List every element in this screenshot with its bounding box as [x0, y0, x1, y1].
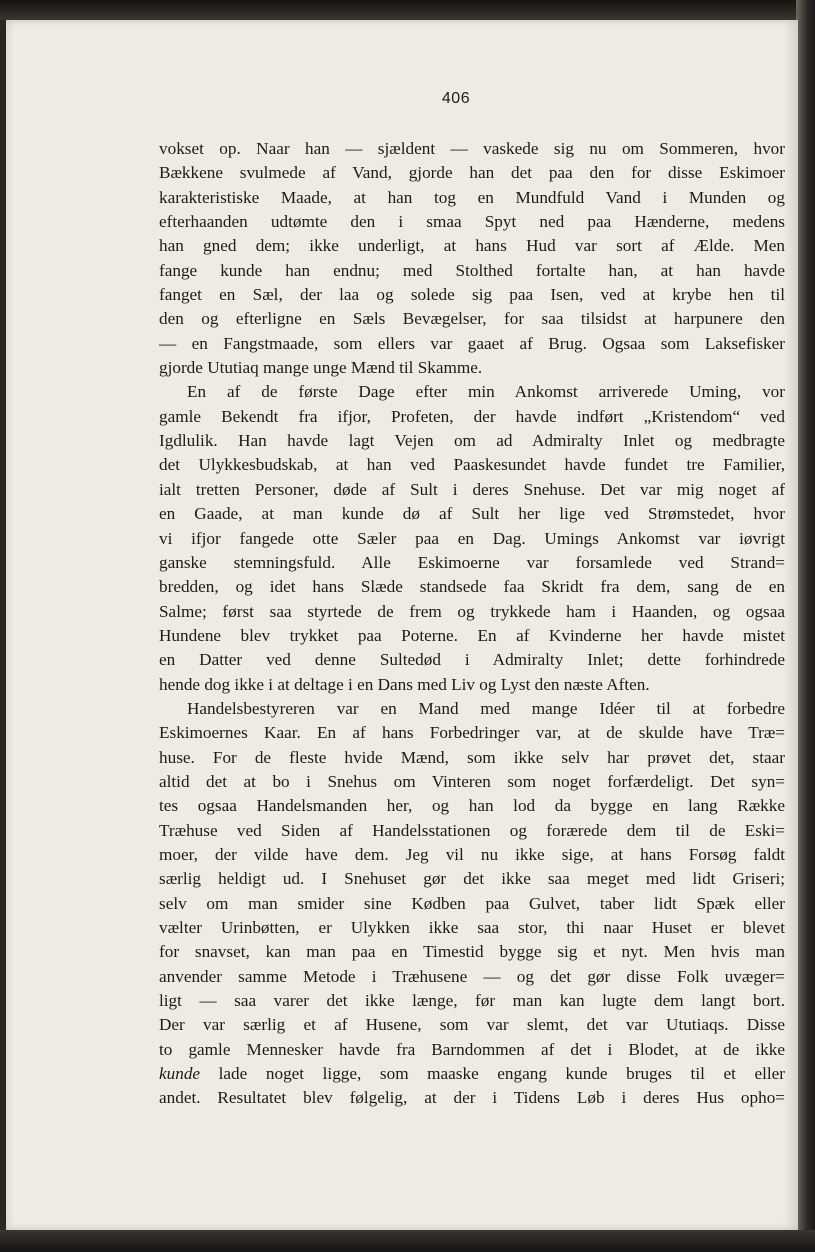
text-line: Bækkene svulmede af Vand, gjorde han det paa den for disse Eskimoer — [159, 163, 785, 183]
text-line: Hundene blev trykket paa Poterne. En af Kvinderne her havde mistet — [159, 625, 785, 645]
text-line: han gned dem; ikke underligt, at hans Hud var sort af Ælde. Men — [159, 236, 785, 256]
book-spine-edge — [796, 0, 815, 1252]
text-line: huse. For de fleste hvide Mænd, som ikke selv har prøvet det, staar — [159, 747, 785, 767]
text-line: den og efterligne en Sæls Bevægelser, for saa tilsidst at harpunere den — [159, 309, 785, 329]
text-line: fange kunde han endnu; med Stolthed fortalte han, at han havde — [159, 260, 785, 280]
text-line: Igdlulik. Han havde lagt Vejen om ad Admiralty Inlet og medbragte — [159, 431, 785, 451]
scan-bottom-border — [0, 1230, 815, 1252]
text-line-with-emphasis — [159, 1062, 785, 1086]
text-line: Træhuse ved Siden af Handelsstationen og forærede dem til de Eski= — [159, 820, 785, 840]
paragraph-start-line: En af de første Dage efter min Ankomst arriverede Uming, vor — [187, 382, 785, 402]
paragraph-start-line: Handelsbestyreren var en Mand med mange Idéer til at forbedre — [187, 698, 785, 718]
text-line: karakteristiske Maade, at han tog en Mundfuld Vand i Munden og — [159, 187, 785, 207]
page-number: 406 — [441, 90, 471, 107]
text-line: særlig heldigt ud. I Snehuset gør det ikke saa meget med lidt Griseri; — [159, 869, 785, 889]
text-line: fanget en Sæl, der laa og solede sig paa Isen, ved at krybe hen til — [159, 285, 785, 305]
text-line: bredden, og idet hans Slæde standsede faa Skridt fra dem, sang de en — [159, 577, 785, 597]
text-line: en Gaade, at man kunde dø af Sult her lige ved Strømstedet, hvor — [159, 504, 785, 524]
text-line: vi ifjor fangede otte Sæler paa en Dag. Umings Ankomst var iøvrigt — [159, 528, 785, 548]
text-line: for snavset, kan man paa en Timestid bygge sig et nyt. Men hvis man — [159, 942, 785, 962]
text-line: Der var særlig et af Husene, som var slemt, det var Ututiaqs. Disse — [159, 1015, 785, 1035]
text-line: tes ogsaa Handelsmanden her, og han lod da bygge en lang Række — [159, 796, 785, 816]
emphasized-word: kunde — [159, 1064, 201, 1084]
text-line: efterhaanden udtømte den i smaa Spyt ned paa Hænderne, medens — [159, 212, 785, 232]
text-line: Salme; først saa styrtede de frem og trykkede ham i Haanden, og ogsaa — [159, 601, 785, 621]
body-text — [159, 137, 785, 1111]
text-line: gamle Bekendt fra ifjor, Profeten, der havde indført „Kristendom“ ved — [159, 406, 785, 426]
text-line-remainder: lade noget ligge, som maaske engang kunde bruges til et eller — [218, 1064, 786, 1084]
text-line: selv om man smider sine Kødben paa Gulvet, taber lidt Spæk eller — [159, 893, 785, 913]
scan-top-border — [0, 0, 815, 20]
text-line: hende dog ikke i at deltage i en Dans med Liv og Lyst den næste Aften. — [159, 674, 650, 694]
text-line: to gamle Mennesker havde fra Barndommen af det i Blodet, at de ikke — [159, 1039, 785, 1059]
text-line: ganske stemningsfuld. Alle Eskimoerne var forsamlede ved Strand= — [159, 552, 785, 572]
text-line: moer, der vilde have dem. Jeg vil nu ikke sige, at hans Forsøg faldt — [159, 844, 785, 864]
text-line: gjorde Ututiaq mange unge Mænd til Skamme. — [159, 358, 483, 378]
text-line: — en Fangstmaade, som ellers var gaaet af Brug. Ogsaa som Laksefisker — [159, 333, 785, 353]
text-line: vokset op. Naar han — sjældent — vaskede sig nu om Sommeren, hvor — [159, 139, 785, 158]
text-line: Eskimoernes Kaar. En af hans Forbedringer var, at de skulde have Træ= — [159, 723, 785, 743]
text-line: vælter Urinbøtten, er Ulykken ikke saa stor, thi naar Huset er blevet — [159, 918, 785, 937]
text-line: altid det at bo i Snehus om Vinteren som noget forfærdeligt. Det syn= — [159, 771, 785, 791]
text-line: andet. Resultatet blev følgelig, at der i Tidens Løb i deres Hus opho= — [159, 1088, 785, 1108]
text-line: ialt tretten Personer, døde af Sult i deres Snehuse. Det var mig noget af — [159, 479, 785, 499]
text-line: anvender samme Metode i Træhusene — og det gør disse Folk uvæger= — [159, 966, 785, 986]
text-line: en Datter ved denne Sultedød i Admiralty Inlet; dette forhindrede — [159, 650, 785, 670]
text-line: det Ulykkesbudskab, at han ved Paaskesundet havde fundet tre Familier, — [159, 455, 785, 475]
text-line: ligt — saa varer det ikke længe, før man kan lugte dem langt bort. — [159, 991, 785, 1011]
book-page — [6, 20, 798, 1230]
